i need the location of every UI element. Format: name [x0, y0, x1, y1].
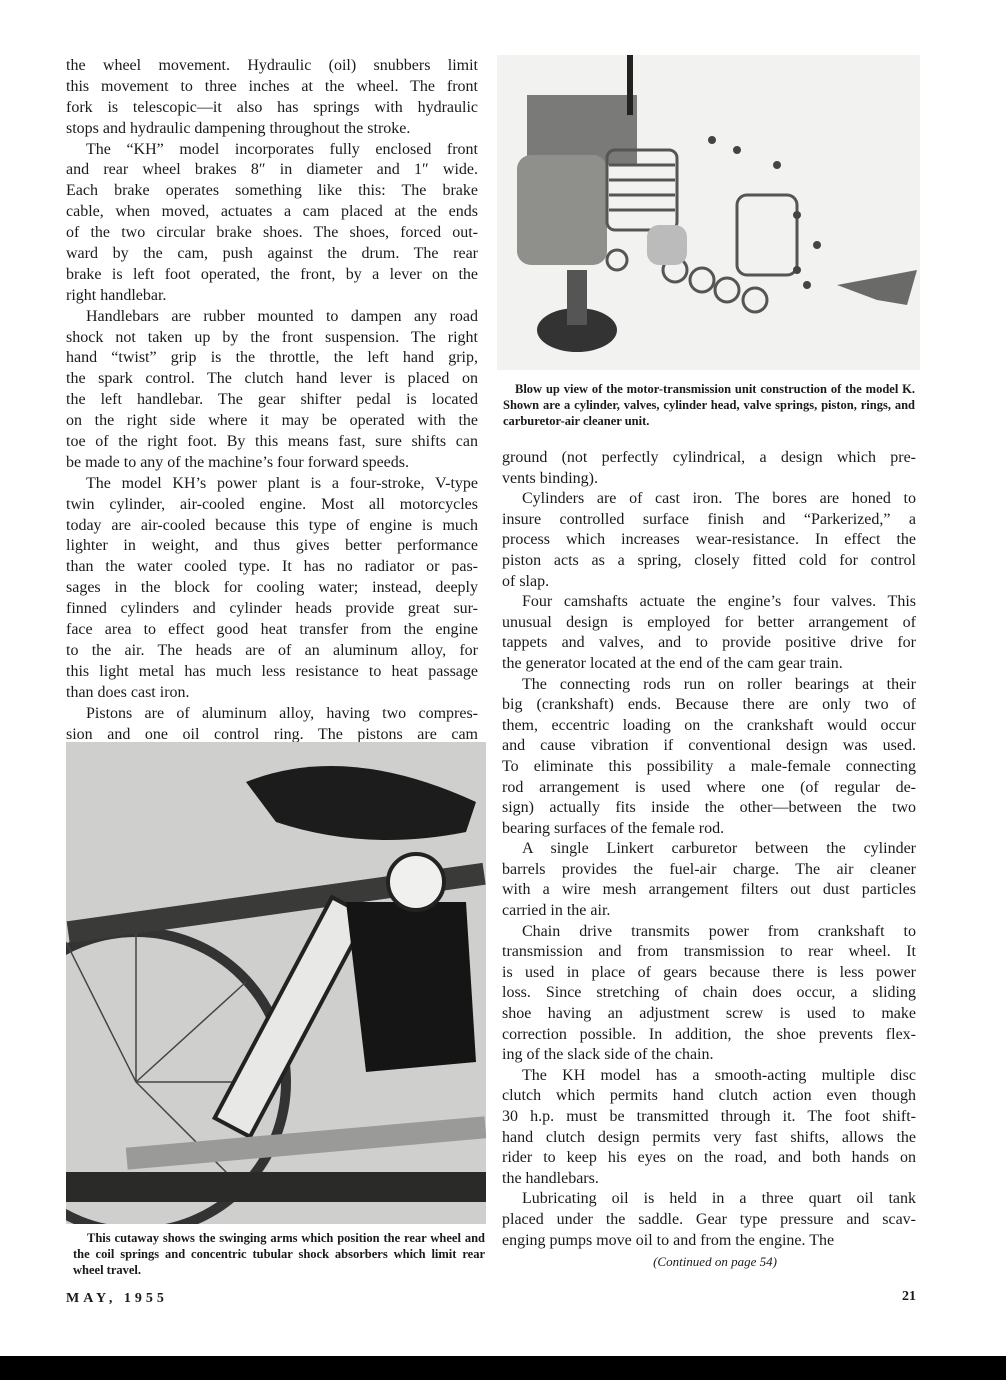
text-line: 30 h.p. must be transmitted through it. The foot shift- [502, 1108, 916, 1125]
text-line: than does cast iron. [66, 683, 190, 701]
text-line: tappets and valves, and to provide positive drive for [502, 634, 916, 652]
bottom-photo-caption: This cutaway shows the swinging arms which position the rear wheel and the coil springs and concentric tubular shock absorbers which limit rear wheel travel. [73, 1231, 485, 1277]
text-line: stops and hydraulic dampening throughout the stroke. [66, 119, 411, 137]
continued-note: (Continued on page 54) [653, 1254, 777, 1269]
text-line: than the water cooled type. It has no radiator or pas- [66, 558, 478, 576]
top-photo-caption: Blow up view of the motor-transmission unit construction of the model K. Shown are a cylinder, valves, cylinder head, valve springs, piston, rings, and carburetor-air cleaner unit. [503, 382, 915, 428]
text-line: fork is telescopic—it also has springs with hydraulic [66, 98, 478, 116]
text-line: transmission and from transmission to rear wheel. It [502, 943, 916, 961]
text-line: the spark control. The clutch hand lever is placed on [66, 370, 478, 388]
text-line: To eliminate this possibility a male-female connecting [502, 757, 916, 775]
text-line: rod arrangement is used where one (of regular de- [502, 778, 916, 796]
text-line: finned cylinders and cylinder heads provide great sur- [66, 600, 478, 618]
text-line: them, eccentric loading on the crankshaft would occur [502, 716, 916, 734]
text-line: sion and one oil control ring. The pistons are cam [66, 725, 478, 743]
text-line: brake is left foot operated, the front, by a lever on the [66, 265, 478, 283]
text-line: this movement to three inches at the wheel. The front [66, 77, 478, 95]
rear-suspension-cutaway-photo [66, 742, 486, 1224]
text-line: be made to any of the machine’s four forward speeds. [66, 453, 409, 471]
text-line: on the right side where it may be operated with the [66, 412, 478, 430]
text-line: insure controlled surface finish and “Parkerized,” a [502, 510, 916, 528]
text-line: correction possible. In addition, the shoe prevents flex- [502, 1025, 916, 1043]
text-line: The “KH” model incorporates fully enclosed front [86, 140, 478, 158]
text-line: toe of the right foot. By this means fast, sure shifts can [66, 433, 478, 451]
text-line: enging pumps move oil to and from the engine. The [502, 1231, 835, 1249]
text-line: The KH model has a smooth-acting multiple disc [522, 1066, 916, 1084]
text-line: vents binding). [502, 469, 598, 487]
text-line: the left handlebar. The gear shifter pedal is located [66, 391, 478, 409]
text-line: and cause vibration if conventional design was used. [502, 737, 916, 755]
text-line: to the air. The heads are of an aluminum alloy, for [66, 641, 478, 659]
left-text-column [66, 56, 478, 745]
text-line: the generator located at the end of the cam gear train. [502, 654, 843, 672]
text-line: unusual design is employed for better arrangement of [502, 613, 916, 631]
text-line: Handlebars are rubber mounted to dampen any road [86, 307, 478, 325]
text-line: the wheel movement. Hydraulic (oil) snubbers limit [66, 57, 478, 74]
text-line: ing of the slack side of the chain. [502, 1046, 714, 1064]
text-line: right handlebar. [66, 286, 167, 304]
engine-exploded-view-photo [497, 55, 920, 370]
text-line: Lubricating oil is held in a three quart oil tank [522, 1190, 916, 1208]
text-line: Pistons are of aluminum alloy, having two compres- [86, 704, 478, 722]
text-line: process which increases wear-resistance. In effect the [502, 531, 916, 549]
text-line: A single Linkert carburetor between the cylinder [522, 840, 916, 858]
text-line: ward by the cam, push against the drum. The rear [66, 245, 478, 263]
text-line: Each brake operates something like this: The brake [66, 182, 478, 200]
issue-date: MAY, 1955 [66, 1291, 168, 1306]
text-line: bearing surfaces of the female rod. [502, 819, 725, 837]
text-line: this light metal has much less resistance to heat passage [66, 662, 478, 680]
text-line: shock not taken up by the front suspension. The right [66, 328, 478, 346]
text-line: Four camshafts actuate the engine’s four valves. This [522, 593, 916, 611]
scan-border [0, 1356, 1006, 1380]
text-line: carried in the air. [502, 902, 611, 920]
text-line: the handlebars. [502, 1169, 599, 1187]
text-line: placed under the saddle. Gear type pressure and scav- [502, 1210, 916, 1228]
text-line: ground (not perfectly cylindrical, a design which pre- [502, 449, 916, 466]
text-line: big (crankshaft) ends. Because there are only two of [502, 696, 916, 714]
text-line: The model KH’s power plant is a four-stroke, V-type [86, 474, 478, 492]
text-line: sign) actually fits inside the other—between the two [502, 799, 916, 817]
text-line: clutch which permits hand clutch action even though [502, 1087, 916, 1105]
text-line: shoe having an adjustment screw is used to make [502, 1005, 916, 1023]
text-line: loss. Since stretching of chain does occur, a sliding [502, 984, 916, 1002]
text-line: is used in place of gears because there is less power [502, 963, 916, 981]
text-line: cable, when moved, actuates a cam placed at the ends [66, 203, 478, 221]
right-text-column [502, 448, 916, 1251]
text-line: sages in the block for cooling water; instead, deeply [66, 579, 478, 597]
text-line: with a wire mesh arrangement filters out dust particles [502, 881, 916, 899]
text-line: Cylinders are of cast iron. The bores are honed to [522, 490, 916, 508]
page-number: 21 [902, 1289, 916, 1304]
text-line: twin cylinder, air-cooled engine. Most all motorcycles [66, 495, 478, 513]
text-line: of the two circular brake shoes. The shoes, forced out- [66, 224, 478, 242]
text-line: piston acts as a spring, closely fitted cold for control [502, 551, 916, 569]
text-line: The connecting rods run on roller bearings at their [522, 675, 916, 693]
text-line: and rear wheel brakes 8″ in diameter and 1″ wide. [66, 161, 478, 179]
text-line: face area to effect good heat transfer from the engine [66, 621, 478, 639]
text-line: rider to keep his eyes on the road, and both hands on [502, 1149, 916, 1167]
text-line: hand “twist” grip is the throttle, the left hand grip, [66, 349, 478, 367]
text-line: of slap. [502, 572, 550, 590]
text-line: barrels provides the fuel-air charge. The air cleaner [502, 860, 916, 878]
text-line: lighter in weight, and thus gives better performance [66, 537, 478, 555]
text-line: Chain drive transmits power from crankshaft to [522, 922, 916, 940]
text-line: today are air-cooled because this type of engine is much [66, 516, 478, 534]
text-line: hand clutch design permits very fast shifts, allows the [502, 1128, 916, 1146]
